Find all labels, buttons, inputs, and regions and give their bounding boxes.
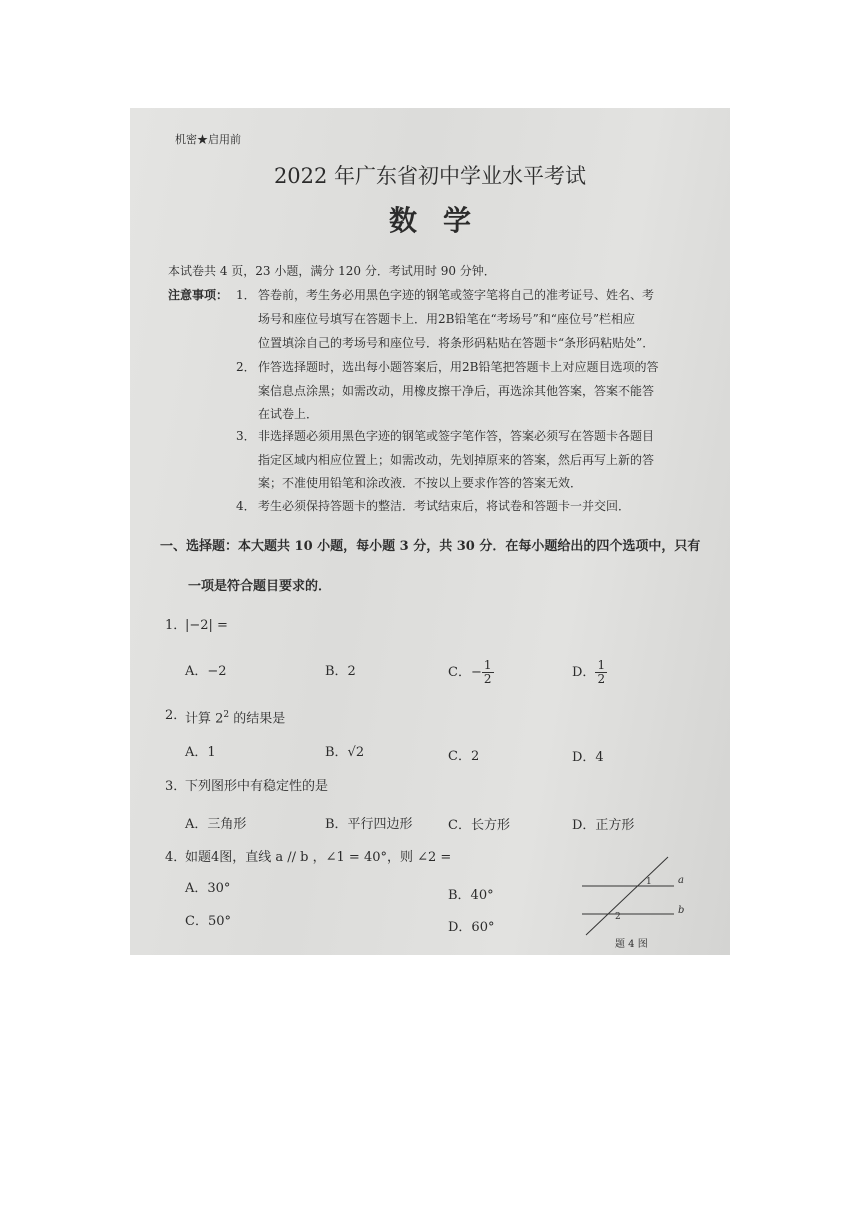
subject-title: 数学 [388,204,497,237]
exponent: 2 [223,710,230,720]
option-d: D．4 [572,750,604,765]
label-a: a [678,875,684,886]
option-d: D．正方形 [572,818,635,833]
option-label: D． [572,665,596,680]
stem-text: 的结果是 [229,711,286,727]
fraction [482,659,494,686]
option-b: B．平行四边形 [325,817,413,832]
option-a: A．30° [185,881,231,896]
notice-line: 作答选择题时，选出每小题答案后，用2B铅笔把答题卡上对应题目选项的答 [258,360,659,374]
question-number: 2． [165,708,187,723]
notice-line: 非选择题必须用黑色字迹的钢笔或签字笔作答，答案必须写在答题卡各题目 [258,429,655,443]
notice-line: 位置填涂自己的考场号和座位号．将条形码粘贴在答题卡“条形码粘贴处”． [258,336,655,350]
angle-1-label: 1 [646,877,652,887]
transversal-line [586,857,668,935]
notice-label: 注意事项： [168,288,229,302]
option-b: B．40° [448,888,494,903]
option-c: C．长方形 [448,818,510,833]
notice-item-number: 3． [236,429,256,443]
option-a: A．三角形 [185,817,247,832]
figure-caption: 题 4 图 [615,939,648,950]
exam-paper-photo [130,108,730,955]
question-stem: 如题4图，直线 a // b ，∠1 = 40°，则 ∠2 = [185,850,452,865]
minus-sign: − [470,665,482,680]
notice-item-number: 4． [236,499,256,513]
question-number: 4． [165,850,187,865]
parallel-lines-figure [578,853,698,938]
fraction-denominator: 2 [597,672,606,686]
option-c: C．50° [185,914,231,929]
exam-title: 2022 年广东省初中学业水平考试 [273,164,587,188]
stem-text: 计算 2 [185,711,224,727]
angle-2-label: 2 [615,912,621,922]
fraction [595,659,607,686]
question-number: 3． [165,779,187,794]
fraction-denominator: 2 [483,672,492,686]
option-a: A．−2 [185,664,227,679]
notice-line: 案信息点涂黑；如需改动，用橡皮擦干净后，再选涂其他答案，答案不能答 [258,384,655,398]
secret-mark: 机密★启用前 [175,133,241,146]
label-b: b [678,905,685,916]
option-c [448,659,494,686]
fraction-numerator: 1 [597,658,606,672]
section-heading-cont: 一项是符合题目要求的． [188,579,332,594]
option-a: A．1 [185,745,216,760]
section-heading: 一、选择题：本大题共 10 小题，每小题 3 分，共 30 分．在每小题给出的四个选项中，只有 [160,539,701,554]
option-b: B．√2 [325,745,365,760]
option-d [572,659,607,686]
exam-intro: 本试卷共 4 页，23 小题，满分 120 分．考试用时 90 分钟． [168,264,496,278]
question-number: 1． [165,618,187,633]
fraction-numerator: 1 [483,658,492,672]
notice-line: 考生必须保持答题卡的整洁．考试结束后，将试卷和答题卡一并交回． [258,499,631,513]
notice-item-number: 2． [236,360,256,374]
option-c: C．2 [448,749,480,764]
question-stem: 下列图形中有稳定性的是 [185,779,329,794]
notice-line: 在试卷上． [258,407,319,421]
notice-line: 指定区域内相应位置上；如需改动，先划掉原来的答案，然后再写上新的答 [258,453,655,467]
option-label: C． [448,665,471,680]
notice-line: 答卷前，考生务必用黑色字迹的钢笔或签字笔将自己的准考证号、姓名、考 [258,288,655,302]
notice-item-number: 1． [236,288,256,302]
option-d: D．60° [448,920,495,935]
notice-line: 场号和座位号填写在答题卡上．用2B铅笔在“考场号”和“座位号”栏相应 [258,312,635,326]
question-stem [185,709,285,725]
question-stem: |−2| = [185,618,228,633]
notice-line: 案；不准使用铅笔和涂改液．不按以上要求作答的答案无效． [258,476,583,490]
option-b: B．2 [325,664,356,679]
